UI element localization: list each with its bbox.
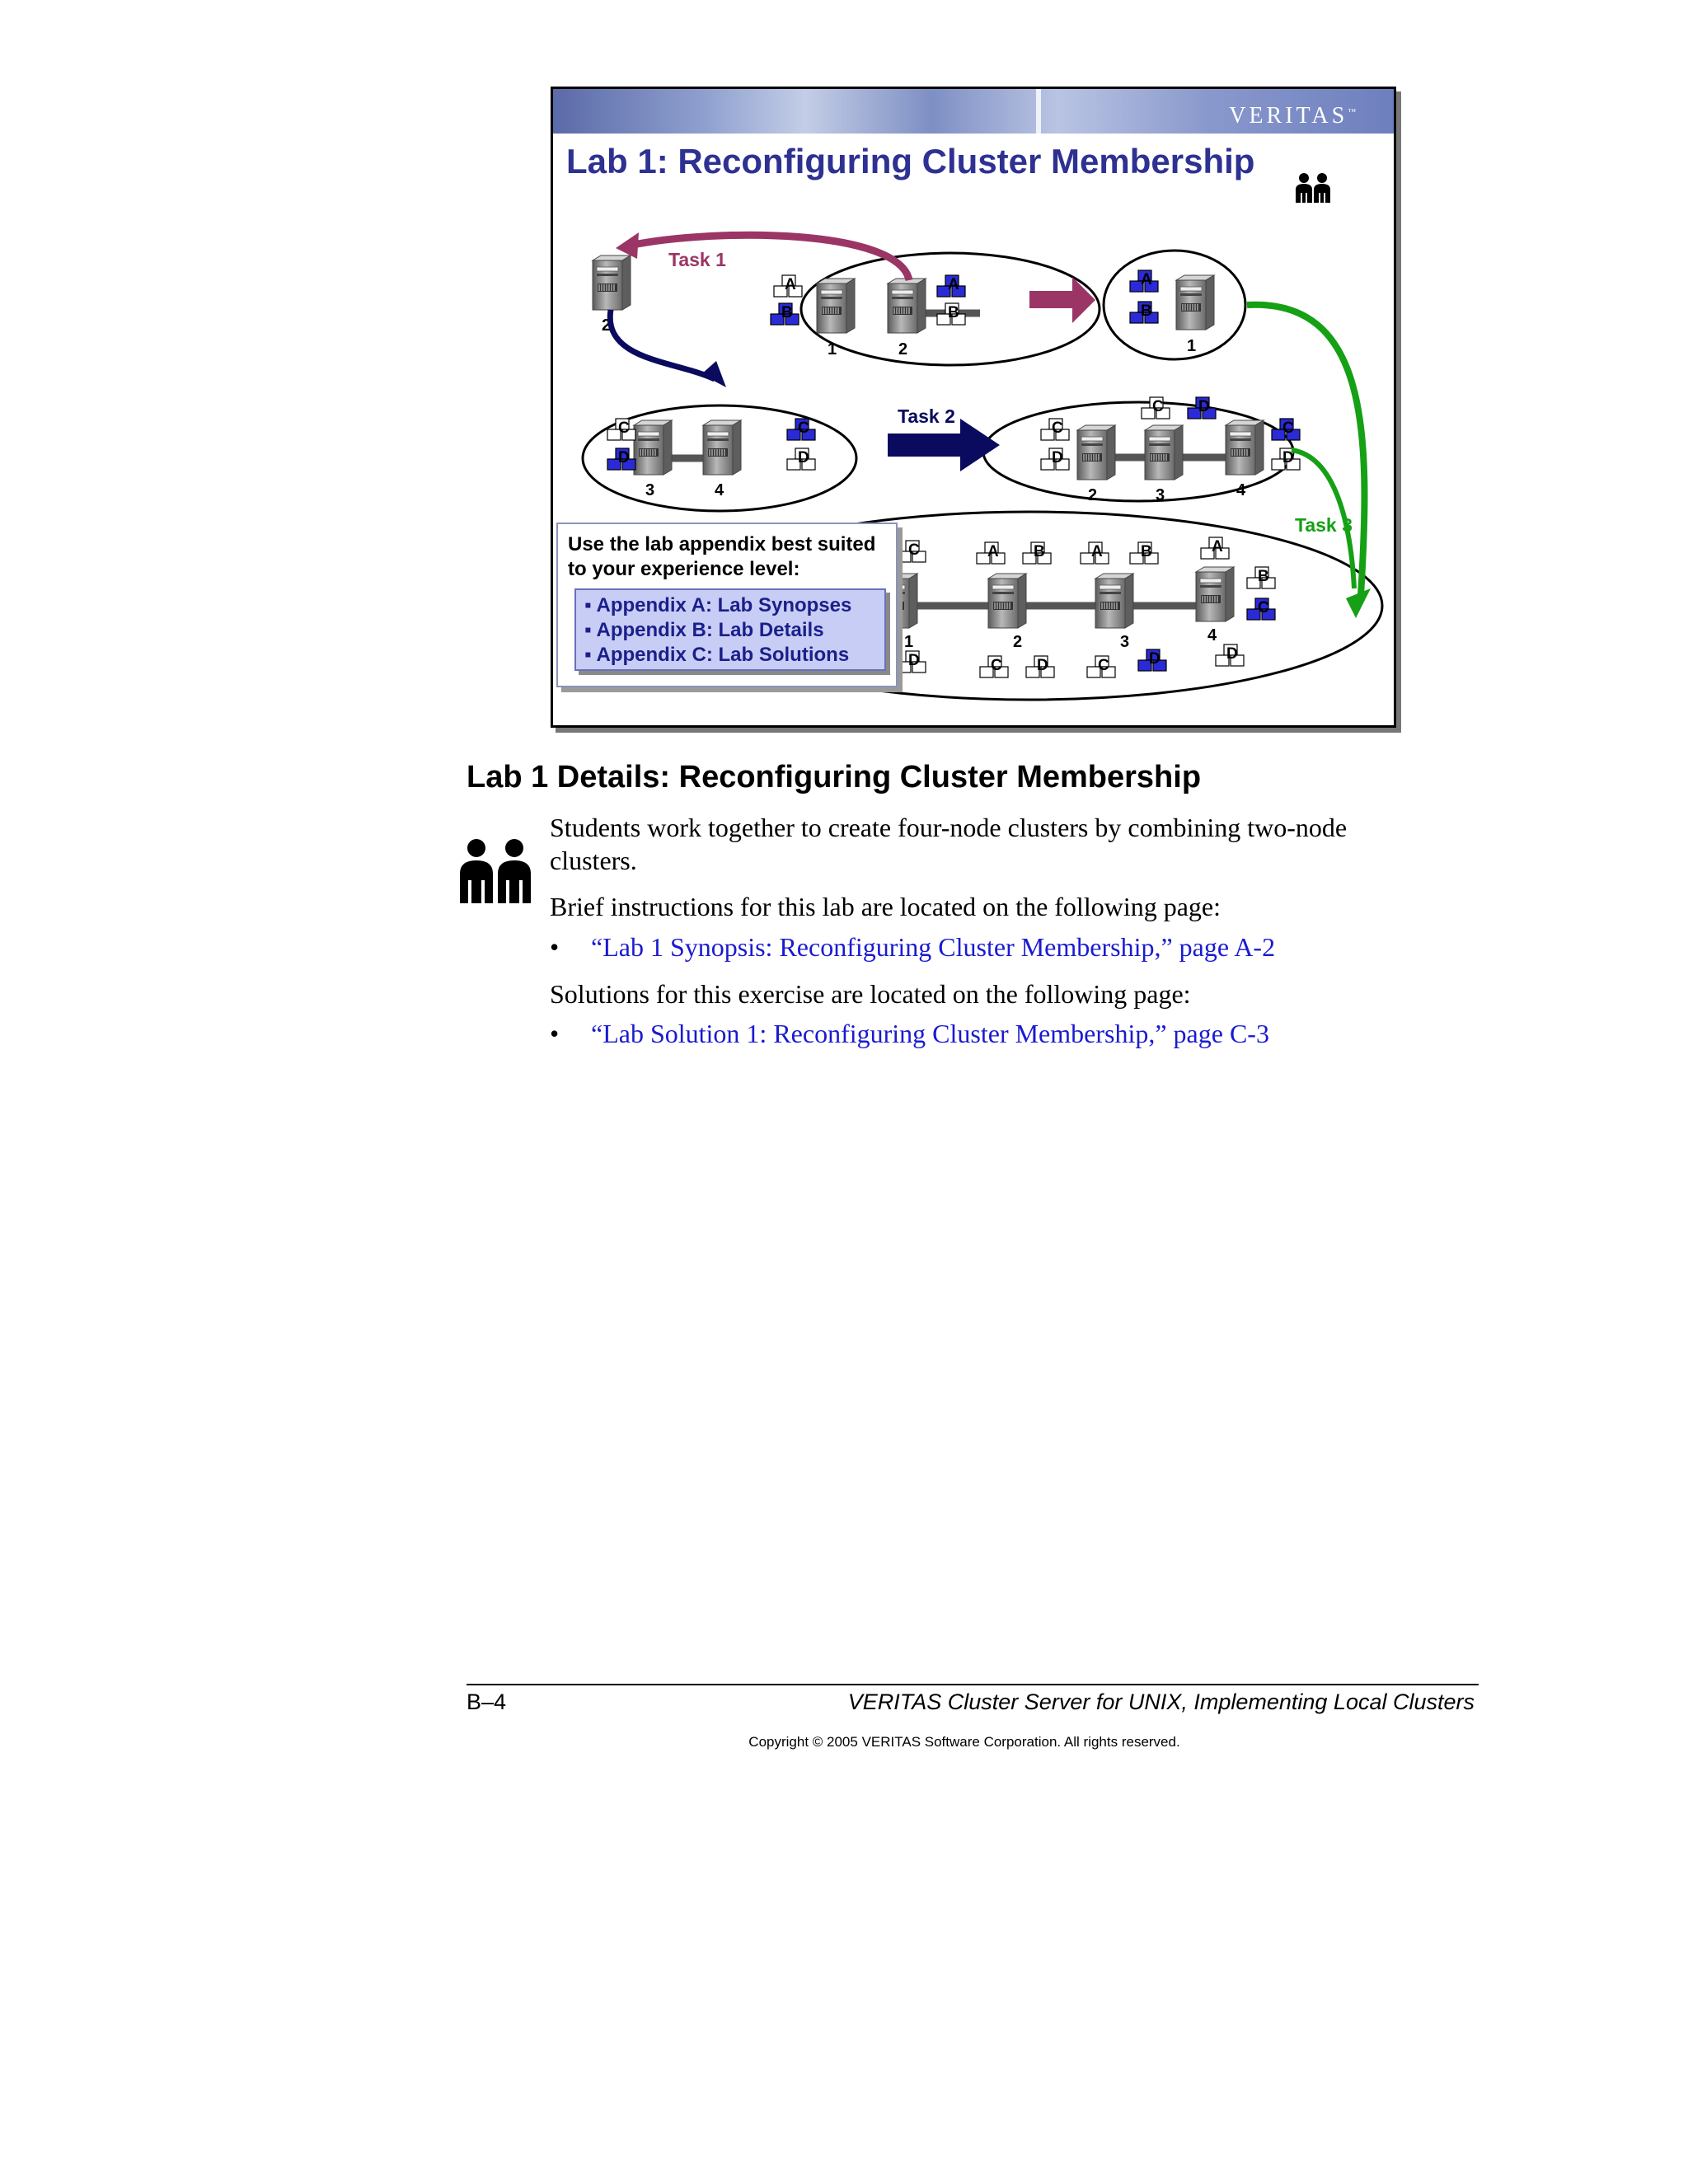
service-group-label: A — [785, 276, 796, 293]
service-group-label: D — [798, 449, 809, 466]
appendix-item: ▪ Appendix B: Lab Details — [584, 618, 884, 643]
service-group-label: D — [1149, 650, 1160, 668]
appendix-list — [574, 588, 886, 671]
server-label: 2 — [602, 316, 612, 335]
service-group-label: B — [1141, 543, 1152, 560]
appendix-intro: Use the lab appendix best suited to your experience level: — [568, 533, 876, 580]
lab-slide — [551, 87, 1396, 728]
solutions-bullet — [550, 1017, 1269, 1050]
section-heading: Lab 1 Details: Reconfiguring Cluster Membership — [467, 760, 1202, 794]
page-number: B–4 — [467, 1690, 507, 1714]
server-label: 4 — [715, 481, 724, 499]
service-group-label: B — [1034, 543, 1045, 560]
veritas-logo: VERITAS™ — [1229, 103, 1356, 129]
service-group-label: A — [1212, 538, 1223, 555]
people-icon — [458, 837, 534, 905]
service-group-label: A — [1091, 543, 1103, 560]
service-group-label: C — [1258, 599, 1269, 616]
service-group-label: C — [1052, 419, 1063, 437]
service-group-label: C — [1282, 419, 1294, 437]
service-group-label: C — [798, 419, 809, 437]
server-label: 2 — [898, 340, 908, 359]
server-label: 2 — [1088, 486, 1098, 504]
service-group-label: D — [1037, 657, 1048, 674]
book-title: VERITAS Cluster Server for UNIX, Implementing Local Clusters — [847, 1690, 1475, 1714]
slide-title: Lab 1: Reconfiguring Cluster Membership — [566, 142, 1255, 180]
service-group-label: A — [1141, 271, 1152, 288]
service-group-label: B — [1141, 302, 1152, 320]
service-group-label: C — [991, 657, 1002, 674]
solutions-text: Solutions for this exercise are located on the following page: — [550, 979, 1191, 1009]
server-label: 1 — [904, 633, 914, 651]
task1-label: Task 1 — [668, 249, 726, 270]
copyright-notice: Copyright © 2005 VERITAS Software Corporation. All rights reserved. — [748, 1734, 1180, 1750]
service-group-label: D — [1198, 398, 1210, 415]
appendix-item: ▪ Appendix A: Lab Synopses — [584, 593, 884, 618]
server-label: 3 — [1156, 486, 1165, 504]
instructions-text: Brief instructions for this lab are located on the following page: — [550, 892, 1221, 921]
service-group-label: C — [1098, 657, 1109, 674]
synopsis-link[interactable]: “Lab 1 Synopsis: Reconfiguring Cluster Membership,” page A-2 — [591, 932, 1276, 962]
bullet-mark: • — [550, 932, 560, 962]
task3-label: Task 3 — [1295, 514, 1353, 536]
service-group-label: A — [987, 543, 999, 560]
service-group-label: C — [908, 541, 920, 559]
service-group-label: D — [618, 449, 630, 466]
server-label: 4 — [1207, 626, 1217, 644]
appendix-callout — [556, 523, 898, 687]
service-group-label: D — [1226, 645, 1238, 663]
solution-link[interactable]: “Lab Solution 1: Reconfiguring Cluster Membership,” page C-3 — [591, 1019, 1269, 1048]
appendix-item: ▪ Appendix C: Lab Solutions — [584, 643, 884, 668]
service-group-label: B — [948, 304, 959, 321]
server-label: 1 — [1187, 337, 1197, 355]
service-group-label: A — [948, 276, 959, 293]
service-group-label: D — [1052, 449, 1063, 466]
footer-rule — [467, 1684, 1479, 1685]
server-label: 4 — [1236, 481, 1246, 499]
server-label: 3 — [645, 481, 655, 499]
service-group-label: D — [1282, 449, 1294, 466]
service-group-label: C — [618, 419, 630, 437]
task2-label: Task 2 — [898, 405, 955, 427]
service-group-label: C — [1152, 398, 1164, 415]
server-label: 2 — [1013, 633, 1023, 651]
server-label: 1 — [828, 340, 837, 359]
instructions-bullet — [550, 930, 1275, 963]
bullet-mark: • — [550, 1019, 560, 1048]
service-group-label: B — [1258, 568, 1269, 585]
server-label: 3 — [1120, 633, 1130, 651]
lab-intro-text: Students work together to create four-node clusters by combining two-node clusters. — [550, 813, 1348, 875]
service-group-label: D — [908, 652, 920, 669]
service-group-label: B — [781, 304, 793, 321]
